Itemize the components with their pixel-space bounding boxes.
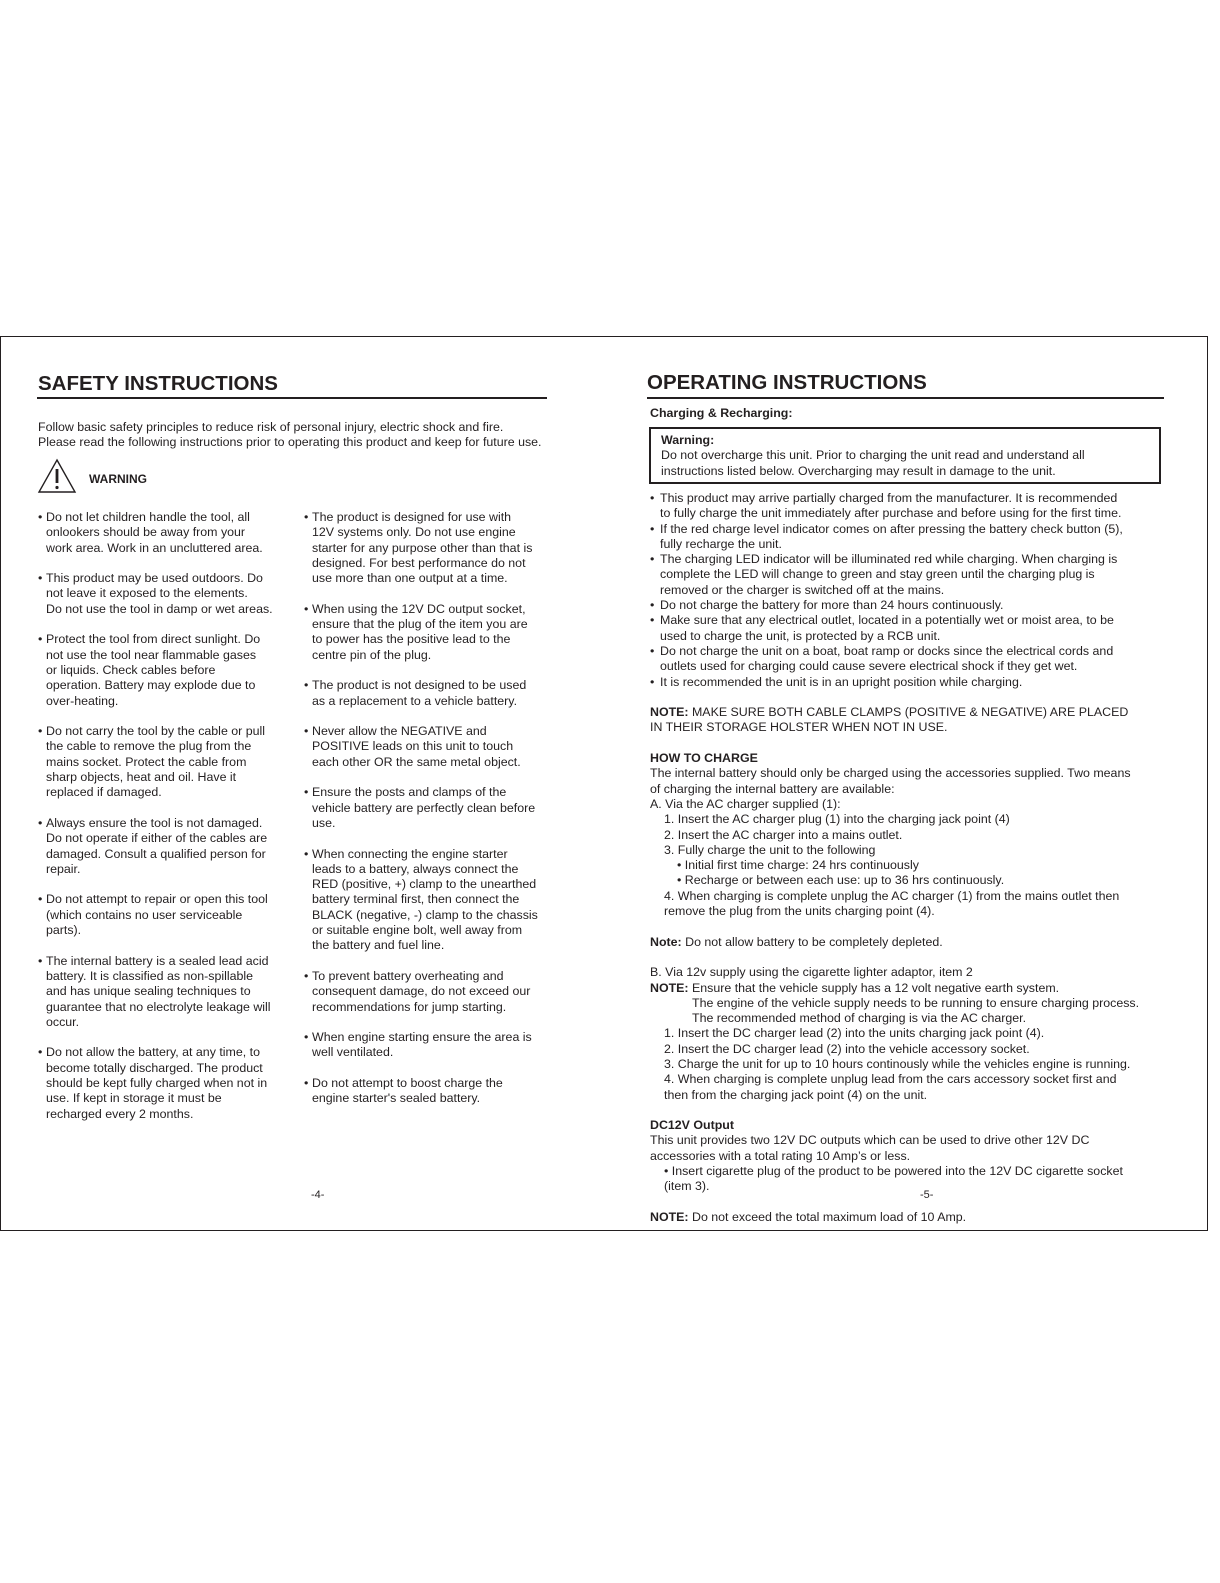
note-max-load	[650, 1210, 1170, 1225]
safety-intro: Follow basic safety principles to reduce risk of personal injury, electric shock and fire. Please read the following instructions prior to operating this product and keep for future use.	[38, 420, 542, 450]
safety-column-2	[304, 510, 564, 1122]
list-item: • This product may arrive partially charged from the manufacturer. It is recommended to fully charge the unit immediately after purchase and before using for the first time.	[650, 491, 1170, 522]
list-item: • Do not attempt to repair or open this tool (which contains no user serviceable parts).	[38, 892, 298, 938]
list-item: • Do not charge the unit on a boat, boat ramp or docks since the electrical cords and outlets used for charging could cause severe electrical shock if they get wet.	[650, 644, 1170, 675]
list-item: • When connecting the engine starter leads to a battery, always connect the RED (positive, +) clamp to the unearthed battery terminal first, then connect the BLACK (negative, -) clamp to the chassis or suitable engine bolt, well away from the battery and fuel line.	[304, 847, 564, 954]
note-label: NOTE:	[650, 980, 689, 995]
how-to-charge-intro: The internal battery should only be charged using the accessories supplied. Two means of charging the internal battery are available:	[650, 766, 1131, 796]
warning-triangle-icon	[37, 458, 77, 498]
operating-content	[650, 491, 1170, 1225]
safety-column-1	[38, 510, 298, 1137]
list-item: • Always ensure the tool is not damaged. Do not operate if either of the cables are damaged. Consult a qualified person for repair.	[38, 816, 298, 877]
list-item: • This product may be used outdoors. Do not leave it exposed to the elements. Do not use the tool in damp or wet areas.	[38, 571, 298, 617]
list-item: • Do not allow the battery, at any time, to become totally discharged. The product should be kept fully charged when not in use. If kept in storage it must be recharged every 2 months.	[38, 1045, 298, 1121]
method-a-steps: 1. Insert the AC charger plug (1) into the charging jack point (4) 2. Insert the AC charger into a mains outlet. 3. Fully charge the unit to the following	[664, 812, 1010, 857]
note-label: NOTE:	[650, 705, 689, 720]
note-storage	[650, 705, 1170, 736]
method-a-title: A. Via the AC charger supplied (1):	[650, 796, 841, 811]
warning-box-text: Do not overcharge this unit. Prior to charging the unit read and understand all instructions listed below. Overcharging may result in damage to the unit.	[661, 448, 1085, 478]
warning-label: WARNING	[89, 472, 147, 486]
list-item: • The charging LED indicator will be illuminated red while charging. When charging is complete the LED will change to green and stay green until the charging plug is removed or the charger is switched off at the mains.	[650, 552, 1170, 598]
warning-box-title: Warning:	[661, 433, 715, 447]
list-item: • Never allow the NEGATIVE and POSITIVE leads on this unit to touch each other OR the same metal object.	[304, 724, 564, 770]
warning-box	[649, 427, 1161, 484]
note-text: MAKE SURE BOTH CABLE CLAMPS (POSITIVE & NEGATIVE) ARE PLACED IN THEIR STORAGE HOLSTER WHEN NOT IN USE.	[650, 705, 1129, 735]
list-item: • Ensure the posts and clamps of the vehicle battery are perfectly clean before use.	[304, 785, 564, 831]
list-item: • Do not attempt to boost charge the engine starter's sealed battery.	[304, 1076, 564, 1107]
safety-title: SAFETY INSTRUCTIONS	[38, 372, 278, 395]
list-item: • Protect the tool from direct sunlight. Do not use the tool near flammable gases or liquids. Check cables before operation. Battery may explode due to over-heating.	[38, 632, 298, 708]
note-depletion	[650, 935, 1170, 950]
title-rule	[37, 397, 547, 399]
note-label: NOTE:	[650, 1209, 689, 1224]
charging-subtitle: Charging & Recharging:	[650, 406, 793, 420]
page-number-left: -4-	[311, 1189, 325, 1201]
list-item: • The product is designed for use with 12V systems only. Do not use engine starter for any purpose other than that is designed. For best performance do not use more than one output at a time.	[304, 510, 564, 586]
dc-output-heading: DC12V Output	[650, 1118, 734, 1133]
how-to-charge-heading: HOW TO CHARGE	[650, 751, 758, 766]
list-item: • If the red charge level indicator comes on after pressing the battery check button (5), fully recharge the unit.	[650, 522, 1170, 553]
list-item: • To prevent battery overheating and consequent damage, do not exceed our recommendations for jump starting.	[304, 969, 564, 1015]
list-item: • Do not let children handle the tool, all onlookers should be away from your work area. Work in an uncluttered area.	[38, 510, 298, 556]
list-item: • The internal battery is a sealed lead acid battery. It is classified as non-spillable and has unique sealing techniques to guarantee that no electrolyte leakage will occur.	[38, 954, 298, 1030]
page-number-right: -5-	[920, 1189, 934, 1201]
method-b-steps: 1. Insert the DC charger lead (2) into the units charging jack point (4). 2. Insert the DC charger lead (2) into the vehicle accessory socket. 3. Charge the unit for up to 10 hours continously while the vehicles engine is running. 4. When charging is complete unplug lead from the cars accessory socket first and then from the charging jack point (4) on the unit.	[664, 1026, 1131, 1102]
list-item: • Do not carry the tool by the cable or pull the cable to remove the plug from the mains socket. Protect the cable from sharp objects, heat and oil. Have it replaced if damaged.	[38, 724, 298, 800]
note-text: Do not allow battery to be completely depleted.	[681, 934, 943, 949]
note-vehicle-more: The engine of the vehicle supply needs to be running to ensure charging process. The recommended method of charging is via the AC charger.	[692, 995, 1140, 1026]
list-item: • It is recommended the unit is in an upright position while charging.	[650, 675, 1170, 690]
dc-output-bullet: • Insert cigarette plug of the product to be powered into the 12V DC cigarette socket (item 3).	[664, 1164, 1123, 1194]
method-b-title: B. Via 12v supply using the cigarette lighter adaptor, item 2	[650, 965, 973, 980]
operating-title: OPERATING INSTRUCTIONS	[647, 371, 927, 394]
note-text: Ensure that the vehicle supply has a 12 volt negative earth system.	[688, 980, 1060, 995]
note-vehicle	[650, 981, 1170, 996]
title-rule	[647, 397, 1164, 399]
method-a-substeps: • Initial first time charge: 24 hrs continuously • Recharge or between each use: up to 36 hrs continuously.	[677, 858, 1005, 888]
note-label: Note:	[650, 934, 682, 949]
note-text: Do not exceed the total maximum load of 10 Amp.	[688, 1209, 967, 1224]
method-a-step-4: 4. When charging is complete unplug the AC charger (1) from the mains outlet then remove the plug from the units charging point (4).	[664, 888, 1120, 919]
list-item: • Do not charge the battery for more than 24 hours continuously.	[650, 598, 1170, 613]
list-item: • When engine starting ensure the area is well ventilated.	[304, 1030, 564, 1061]
list-item: • When using the 12V DC output socket, ensure that the plug of the item you are to power has the positive lead to the centre pin of the plug.	[304, 602, 564, 663]
list-item: • Make sure that any electrical outlet, located in a potentially wet or moist area, to be used to charge the unit, is protected by a RCB unit.	[650, 613, 1170, 644]
dc-output-text: This unit provides two 12V DC outputs which can be used to drive other 12V DC accessories with a total rating 10 Amp’s or less.	[650, 1133, 1090, 1163]
list-item: • The product is not designed to be used as a replacement to a vehicle battery.	[304, 678, 564, 709]
